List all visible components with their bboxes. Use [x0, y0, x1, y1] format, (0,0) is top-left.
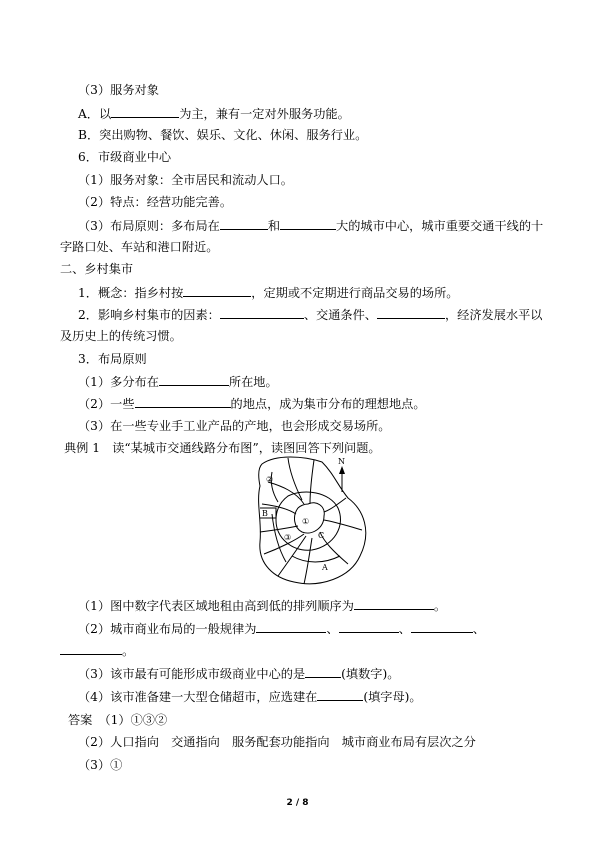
answer-blank [377, 306, 445, 319]
line-text: 的地点，成为集市分布的理想地点。 [230, 397, 426, 411]
line-text: A．以 [78, 107, 112, 121]
answer-blank [256, 620, 326, 633]
road-8 [324, 520, 362, 530]
line-text: （2）人口指向 交通指向 服务配套功能指向 城市商业布局有层次之分 [78, 735, 476, 749]
map-label-2: ② [266, 475, 274, 484]
road-10 [310, 460, 314, 504]
line-7 [78, 217, 543, 234]
line-text: 1．概念：指乡村按 [78, 286, 184, 300]
line-text: （3）服务对象 [78, 83, 159, 97]
line-text: 二、乡村集市 [60, 262, 134, 276]
line-text: （1）多分布在 [78, 375, 159, 389]
line-text: 为主，兼有一定对外服务功能。 [179, 107, 350, 121]
line-text: ，定期或不定期进行商品交易的场所。 [251, 286, 459, 300]
road-13 [292, 556, 340, 562]
line-1 [78, 82, 159, 98]
answer-blank [220, 217, 268, 230]
road-3 [260, 526, 298, 532]
line-5 [78, 172, 293, 188]
ring-road [295, 503, 325, 533]
north-arrow-icon [339, 466, 345, 474]
answer-blank [317, 688, 363, 701]
line-16 [78, 418, 390, 434]
map-label-1: ① [302, 517, 310, 526]
question-2 [78, 620, 485, 637]
line-6 [78, 194, 232, 210]
map-label-north: N [338, 457, 345, 466]
line-text: （3）该市最有可能形成市级商业中心的是 [78, 667, 306, 681]
line-text: （3）布局原则：多布局在 [78, 219, 220, 233]
line-text: 典例 1 读“某城市交通线路分布图”，读图回答下列问题。 [64, 441, 381, 455]
line-text: 所在地。 [228, 375, 278, 389]
line-4 [78, 149, 171, 165]
answer-blank [135, 395, 231, 408]
question-4 [78, 688, 422, 705]
line-3 [78, 127, 367, 143]
question-2-cont [60, 642, 134, 659]
line-text: 及历史上的传统习惯。 [60, 329, 182, 343]
line-text: 、交通条件、 [303, 308, 377, 322]
line-text: （1）服务对象：全市居民和流动人口。 [78, 173, 293, 187]
answer-blank [111, 105, 179, 118]
line-13 [78, 351, 147, 367]
line-text: （2）特点：经营功能完善。 [78, 195, 233, 209]
line-text: （3）在一些专业手工业产品的产地，也会形成交易场所。 [78, 419, 391, 433]
answer-blank [183, 284, 251, 297]
line-text: （1）图中数字代表区域地租由高到低的排列顺序为 [78, 599, 354, 613]
line-text: 、 [326, 622, 339, 636]
line-text: 答案 （1）①③② [68, 713, 168, 727]
map-label-b: B [262, 509, 268, 518]
page-number: 2 / 8 [286, 798, 309, 808]
line-text: 6．市级商业中心 [78, 150, 172, 164]
section-heading [60, 261, 133, 277]
question-1 [78, 597, 446, 614]
road-9 [324, 498, 346, 512]
line-text: 3．布局原则 [78, 352, 147, 366]
line-15 [78, 395, 426, 412]
line-text: 大的城市中心，城市重要交通干线的十 [336, 219, 544, 233]
answer-blank [60, 642, 122, 655]
line-2 [78, 105, 350, 122]
line-12 [60, 328, 182, 344]
line-text: ，经济发展水平以 [444, 308, 543, 322]
answer-blank [220, 306, 304, 319]
line-text: 。 [122, 644, 135, 658]
line-10 [78, 284, 458, 301]
line-text: B．突出购物、餐饮、娱乐、文化、休闲、服务行业。 [78, 128, 368, 142]
question-3 [78, 665, 399, 682]
line-text: 字路口处、车站和港口附近。 [60, 240, 219, 254]
city-transport-map [252, 452, 372, 588]
map-label-3: ③ [284, 533, 292, 542]
answer-2 [78, 734, 476, 750]
line-text: （4）该市准备建一大型仓储超市，应选建在 [78, 690, 318, 704]
answer-blank [411, 620, 473, 633]
answer-blank [305, 665, 341, 678]
line-text: 2．影响乡村集市的因素： [78, 308, 220, 322]
map-label-a: A [322, 563, 328, 572]
map-label-c: C [318, 531, 325, 540]
answer-blank [354, 597, 434, 610]
answer-blank [339, 620, 399, 633]
line-text: （2）城市商业布局的一般规律为 [78, 622, 257, 636]
answer-heading [68, 712, 167, 728]
line-text: 、 [472, 622, 485, 636]
answer-3 [78, 757, 122, 773]
line-8 [60, 239, 218, 255]
answer-blank [280, 217, 336, 230]
line-text: (填字母)。 [363, 690, 422, 704]
line-14 [78, 373, 278, 390]
line-text: （2）一些 [78, 397, 135, 411]
line-text: 。 [433, 599, 447, 613]
answer-blank [159, 373, 229, 386]
line-text: (填数字)。 [341, 667, 400, 681]
line-11 [78, 306, 542, 323]
line-text: 和 [267, 219, 281, 233]
line-text: 、 [398, 622, 411, 636]
line-text: （3）① [78, 758, 123, 772]
